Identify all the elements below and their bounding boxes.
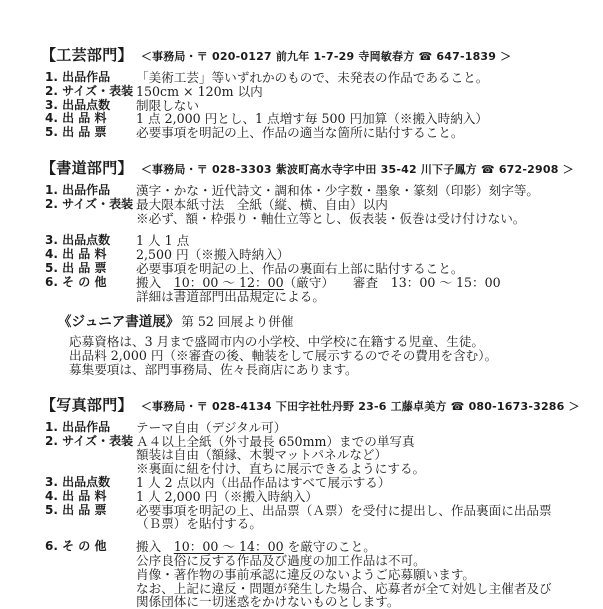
rule-label: 1. 出品作品 bbox=[45, 182, 111, 197]
rule-row bbox=[41, 248, 583, 262]
rule-label: 4. 出 品 料 bbox=[45, 111, 107, 126]
rule-text: 必要事項を明記の上、作品の裏面右上部に貼付すること。 bbox=[136, 260, 464, 276]
rule-line bbox=[136, 262, 463, 276]
rule-line bbox=[136, 234, 189, 248]
rule-text: 関係団体に一切迷惑をかけないものとします。 bbox=[136, 594, 400, 609]
rule-line bbox=[136, 290, 501, 304]
rule-label: 5. 出 品 票 bbox=[45, 125, 107, 140]
rule-text: 制限しない bbox=[136, 97, 199, 113]
rule-line bbox=[136, 212, 525, 226]
rule-row bbox=[41, 85, 583, 99]
rule-content bbox=[136, 504, 552, 532]
office-address: ＜事務局・〒 020-0127 前九年 1-7-29 寺岡敏春方 bbox=[140, 50, 419, 63]
junior-line: 募集要項は、部門事務局、佐々長商店にあります。 bbox=[69, 361, 358, 377]
phone-icon: ☎ bbox=[418, 50, 433, 63]
rule-content bbox=[136, 490, 318, 504]
office-info bbox=[141, 163, 574, 176]
rule-text: Ａ４以上全紙（外寸最長 650mm）までの単写真 bbox=[136, 433, 415, 449]
rule-text: 必要事項を明記の上、作品の適当な箇所に貼付すること。 bbox=[136, 125, 464, 141]
rule-text: 必要事項を明記の上、出品票（Ａ票）を受付に提出し、作品裏面に出品票 bbox=[136, 502, 552, 518]
rule-row bbox=[41, 476, 583, 490]
rule-text: を厳守のこと。 bbox=[283, 539, 376, 555]
rule-text: 漢字・かな・近代詩文・調和体・少字数・墨象・篆刻（印影）刻字等。 bbox=[136, 182, 539, 198]
rule-text: テーマ自由（デジタル可） bbox=[136, 419, 287, 435]
rule-line bbox=[136, 421, 286, 435]
rule-line bbox=[136, 462, 425, 476]
rule-label: 6. そ の 他 bbox=[45, 274, 107, 289]
rule-text: 最大限本紙寸法 全紙（縦、横、自由）以内 bbox=[136, 196, 388, 212]
rule-row bbox=[41, 540, 583, 609]
rule-content bbox=[136, 198, 525, 226]
office-phone-number: 647-1839 ＞ bbox=[432, 50, 512, 63]
rule-row bbox=[41, 112, 583, 126]
rule-row bbox=[41, 234, 583, 248]
rule-row bbox=[41, 262, 583, 276]
rule-content bbox=[136, 184, 539, 198]
rule-label: 2. サイズ・表装 bbox=[45, 433, 134, 448]
section-title: 【工芸部門】 bbox=[41, 46, 133, 64]
rule-text: 搬入 bbox=[136, 539, 174, 555]
section-header bbox=[41, 46, 583, 66]
junior-exhibition-note bbox=[41, 313, 583, 376]
rule-text: 1 人 2 点以内（出品作品はすべて展示する） bbox=[136, 474, 391, 490]
rule-text: 1 人 1 点 bbox=[136, 233, 190, 249]
rule-line bbox=[136, 476, 390, 490]
rule-row bbox=[41, 184, 583, 198]
rule-content bbox=[136, 112, 488, 126]
rule-row bbox=[41, 126, 583, 140]
junior-details bbox=[69, 335, 583, 376]
junior-line: 出品料 2,000 円（※審査の後、軸装をして展示するのでその費用を含む）。 bbox=[69, 348, 498, 364]
rule-row bbox=[41, 276, 583, 304]
rule-text: 1 人 2,000 円（※搬入時納入） bbox=[136, 488, 319, 504]
rule-label: 6. そ の 他 bbox=[45, 539, 107, 554]
rule-line bbox=[136, 276, 501, 290]
rule-row bbox=[41, 99, 583, 113]
rule-line bbox=[136, 504, 552, 518]
rule-row bbox=[41, 435, 583, 476]
office-address: ＜事務局・〒 028-3303 紫波町高水寺字中田 35-42 川下子鳳方 bbox=[140, 162, 481, 176]
rule-line bbox=[136, 595, 552, 609]
rule-text: ※必ず、額・枠張り・軸仕立等とし、仮表装・仮巻は受け付けない。 bbox=[136, 210, 526, 226]
rule-content bbox=[136, 476, 390, 490]
rule-text: 搬入 bbox=[136, 274, 174, 290]
rule-row bbox=[41, 490, 583, 504]
rule-line bbox=[136, 184, 539, 198]
rule-content bbox=[136, 435, 425, 476]
rule-line bbox=[136, 71, 488, 85]
rule-line bbox=[136, 198, 525, 212]
rule-line bbox=[136, 582, 552, 596]
rule-content bbox=[136, 99, 199, 113]
rule-line bbox=[136, 540, 552, 554]
rule-text: 額装は自由（額縁、木製マットパネルなど） bbox=[136, 447, 388, 463]
rule-text: （Ｂ票）を貼付する。 bbox=[136, 516, 262, 532]
rule-text: 公序良俗に反する作品及び過度の加工作品は不可。 bbox=[136, 552, 426, 568]
office-phone-number: 672-2908 ＞ bbox=[494, 162, 574, 176]
rule-label: 2. サイズ・表装 bbox=[45, 196, 134, 211]
rule-content bbox=[136, 262, 463, 276]
rule-text: 「美術工芸」等いずれかのもので、未発表の作品であること。 bbox=[136, 70, 489, 85]
rule-content bbox=[136, 126, 463, 140]
rule-text: ※裏面に紐を付け、直ちに展示できるようにする。 bbox=[136, 461, 426, 477]
rule-text: なお、上記に違反・問題が発生した場合、応募者が全て対処し主催者及び bbox=[136, 580, 552, 596]
junior-title: 《ジュニア書道展》 bbox=[58, 314, 180, 331]
rule-text: 2,500 円（※搬入時納入） bbox=[136, 247, 290, 263]
office-phone-number: 080-1673-3286 ＞ bbox=[464, 399, 580, 413]
rules-list bbox=[41, 421, 583, 609]
rule-text: 1 点 2,000 円とし、1 点増す毎 500 円加算（※搬入時納入） bbox=[136, 111, 489, 127]
section-header bbox=[41, 396, 583, 416]
rules-list bbox=[41, 71, 583, 140]
junior-header bbox=[58, 313, 583, 331]
rule-line bbox=[136, 85, 263, 99]
rule-label: 3. 出品点数 bbox=[45, 474, 111, 489]
rule-content bbox=[136, 276, 501, 304]
office-info bbox=[141, 50, 512, 63]
rule-line bbox=[136, 99, 199, 113]
rule-line bbox=[136, 554, 552, 568]
rule-content bbox=[136, 234, 189, 248]
rule-line bbox=[136, 112, 488, 126]
rule-content bbox=[136, 540, 552, 609]
junior-subtitle: 第 52 回展より併催 bbox=[181, 314, 294, 330]
section-kogei bbox=[41, 46, 583, 140]
rule-text: 肖像・著作物の事前承認に違反のないようご応募願います。 bbox=[136, 566, 476, 582]
rule-label: 1. 出品作品 bbox=[45, 419, 111, 434]
phone-icon: ☎ bbox=[450, 399, 465, 413]
rule-text: 詳細は書道部門出品規定による。 bbox=[136, 288, 325, 304]
rule-row bbox=[41, 421, 583, 435]
rule-line bbox=[136, 126, 463, 140]
rule-line bbox=[136, 568, 552, 582]
rules-list bbox=[41, 184, 583, 303]
office-info bbox=[141, 400, 580, 413]
rule-row bbox=[41, 504, 583, 532]
section-title: 【写真部門】 bbox=[41, 395, 133, 414]
section-shodo bbox=[41, 159, 583, 377]
rule-label: 5. 出 品 票 bbox=[45, 260, 107, 275]
rule-content bbox=[136, 71, 488, 85]
rule-label: 5. 出 品 票 bbox=[45, 502, 107, 517]
rule-label: 3. 出品点数 bbox=[45, 97, 111, 112]
section-header bbox=[41, 159, 583, 179]
rule-line bbox=[136, 435, 425, 449]
rule-label: 2. サイズ・表装 bbox=[45, 83, 134, 98]
rule-line bbox=[136, 448, 425, 462]
rule-label: 1. 出品作品 bbox=[45, 70, 111, 84]
rule-text: （厳守） 審査 13：00 ～ 15：00 bbox=[283, 274, 501, 290]
rule-content bbox=[136, 248, 289, 262]
rule-row bbox=[41, 198, 583, 226]
rule-row bbox=[41, 71, 583, 85]
section-title: 【書道部門】 bbox=[41, 158, 133, 177]
rule-line bbox=[136, 490, 318, 504]
underlined-time-range: 10：00 ～ 14：00 bbox=[173, 539, 284, 555]
underlined-time-range: 10：00 ～ 12：00 bbox=[173, 274, 284, 290]
rule-line bbox=[136, 248, 289, 262]
rule-label: 4. 出 品 料 bbox=[45, 488, 107, 503]
phone-icon: ☎ bbox=[480, 162, 495, 176]
office-address: ＜事務局・〒 028-4134 下田字社牡丹野 23-6 工藤卓美方 bbox=[140, 399, 451, 413]
section-shashin bbox=[41, 396, 583, 609]
rule-content bbox=[136, 85, 263, 99]
rule-text: 150cm × 120m 以内 bbox=[136, 83, 263, 99]
rule-content bbox=[136, 421, 286, 435]
rule-label: 4. 出 品 料 bbox=[45, 247, 107, 262]
rule-label: 3. 出品点数 bbox=[45, 233, 111, 248]
rule-line bbox=[136, 517, 552, 531]
junior-line: 応募資格は、3 月まで盛岡市内の小学校、中学校に在籍する児童、生徒。 bbox=[69, 334, 485, 350]
